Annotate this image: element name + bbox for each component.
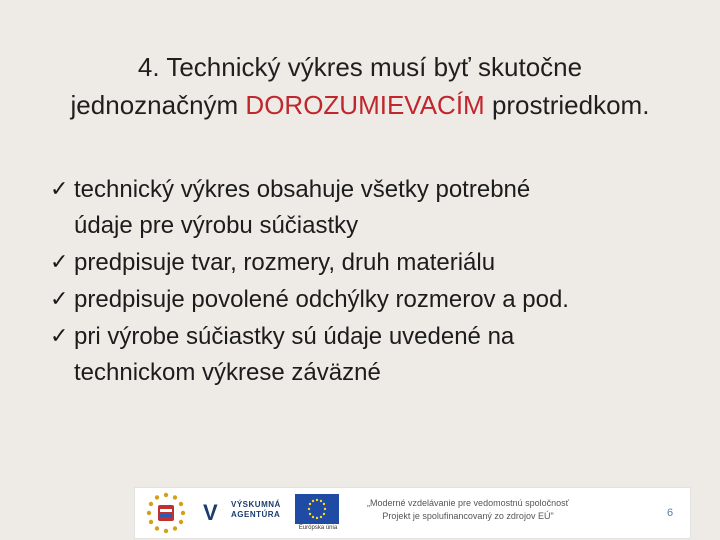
bullet-line-1: pri výrobe súčiastky sú údaje uvedené na bbox=[74, 323, 515, 350]
agency-name-line-2: AGENTÚRA bbox=[231, 510, 281, 519]
list-item bbox=[50, 282, 710, 318]
title-line-1: 4. Technický výkres musí byť skutočne bbox=[137, 52, 583, 82]
agency-name-line-1: VÝSKUMNÁ bbox=[231, 500, 281, 509]
motto-line-2: Projekt je spolufinancovaný zo zdrojov EÚ" bbox=[382, 511, 554, 521]
check-icon: ✓ bbox=[50, 177, 69, 202]
list-item bbox=[50, 319, 710, 391]
title-line-2 bbox=[20, 86, 700, 124]
bullet-line-1: predpisuje tvar, rozmery, druh materiálu bbox=[74, 249, 496, 276]
bullet-line-2: údaje pre výrobu súčiastky bbox=[74, 212, 359, 239]
check-icon: ✓ bbox=[50, 287, 69, 312]
motto-line-1: „Moderné vzdelávanie pre vedomostnú spoločnosť bbox=[367, 498, 569, 508]
agency-name bbox=[231, 500, 281, 520]
check-icon: ✓ bbox=[50, 324, 69, 349]
agency-mark-icon: V bbox=[203, 500, 216, 525]
check-icon: ✓ bbox=[50, 250, 69, 275]
bullet-line-1: technický výkres obsahuje všetky potrebné bbox=[74, 176, 531, 203]
eu-caption: Európska únia bbox=[298, 525, 338, 531]
list-item bbox=[50, 245, 710, 281]
bullet-list bbox=[50, 172, 710, 392]
slide-title bbox=[20, 48, 700, 124]
page-number: 6 bbox=[667, 507, 674, 519]
title-line-2-suffix: prostriedkom. bbox=[484, 90, 650, 120]
eu-flag-icon bbox=[295, 494, 339, 524]
bullet-line-1: predpisuje povolené odchýlky rozmerov a pod. bbox=[74, 286, 569, 313]
project-motto bbox=[353, 497, 583, 523]
title-highlight: DOROZUMIEVACÍM bbox=[245, 90, 485, 120]
list-item bbox=[50, 172, 710, 244]
star-ring-logo-icon bbox=[140, 491, 192, 535]
footer-logo-banner bbox=[134, 487, 691, 539]
bullet-line-2: technickom výkrese záväzné bbox=[74, 359, 381, 386]
title-line-2-prefix: jednoznačným bbox=[70, 90, 246, 120]
